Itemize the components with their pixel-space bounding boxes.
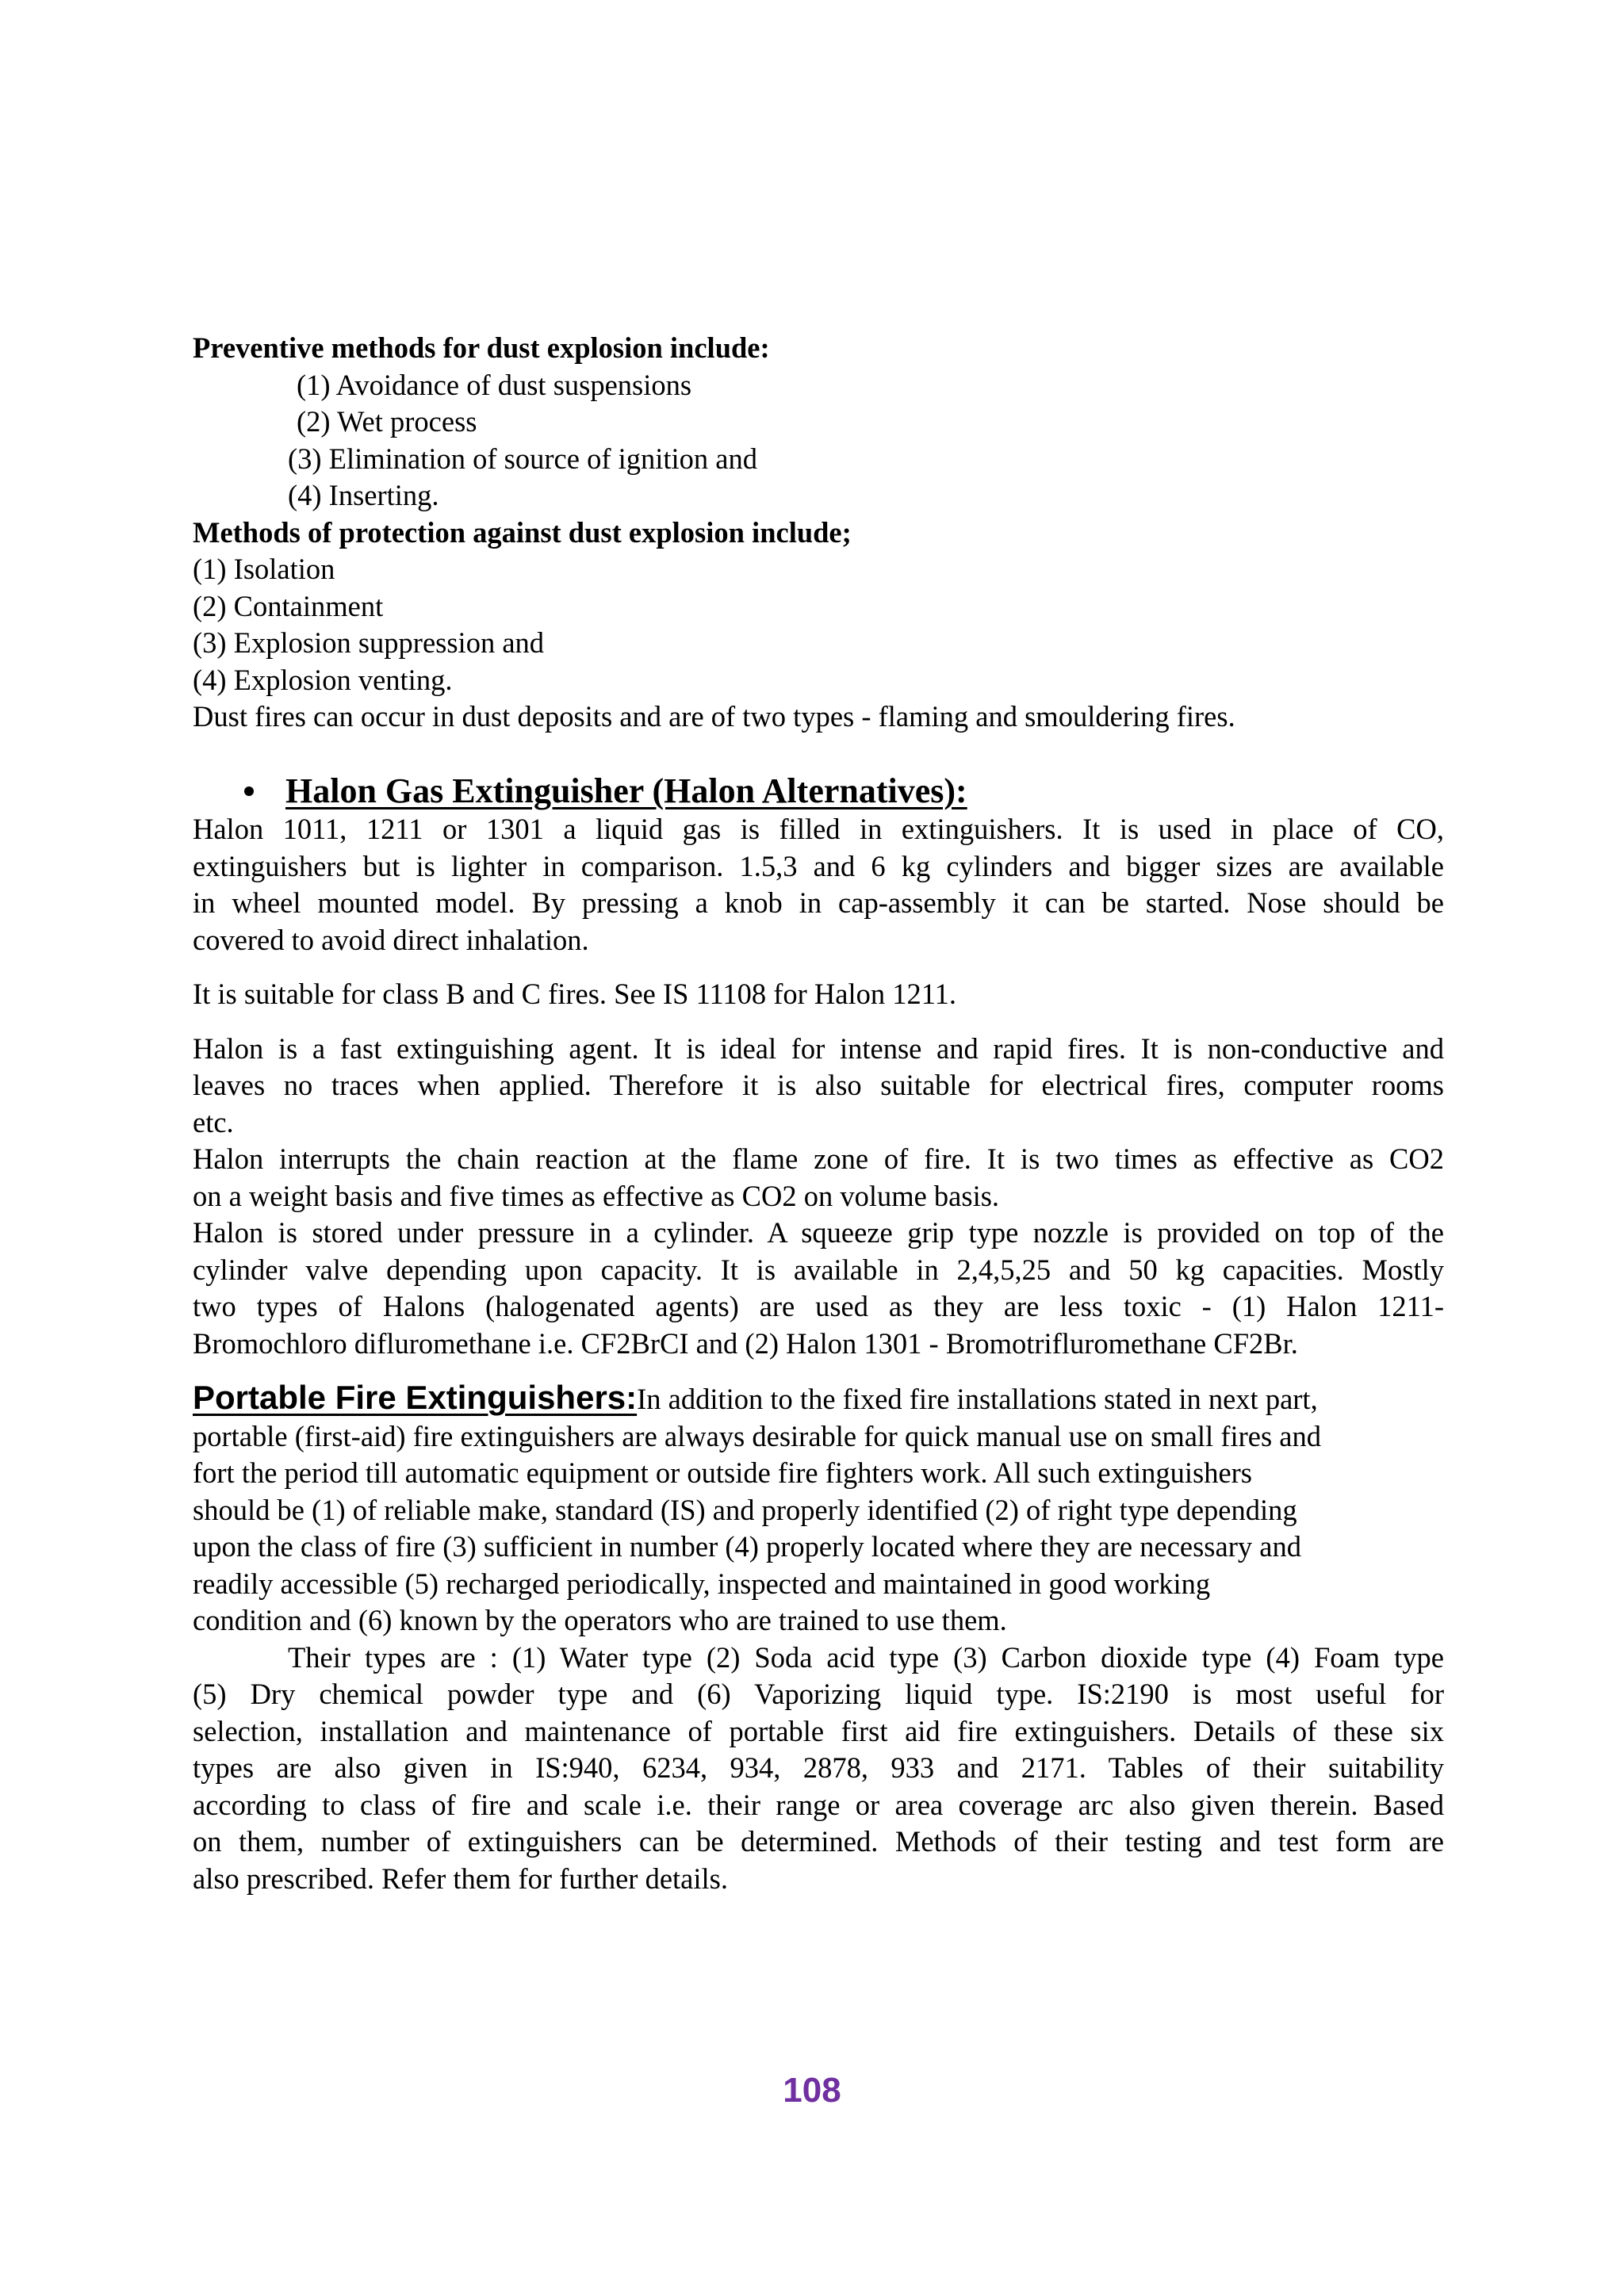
spacer [193, 959, 1444, 976]
types-line-1: Their types are : (1) Water type (2) Soda acid type (3) Carbon dioxide type (4) Foam type [288, 1640, 1444, 1674]
halon-para2: It is suitable for class B and C fires. See IS 11108 for Halon 1211. [193, 978, 957, 1010]
portable-line-4: should be (1) of reliable make, standard (IS) and properly identified (2) of right type depending [193, 1493, 1297, 1526]
bullet-icon [244, 786, 254, 796]
spacer [193, 1362, 1444, 1380]
portable-line-7: condition and (6) known by the operators who are trained to use them. [193, 1604, 1007, 1636]
halon-para3-line1: Halon is a fast extinguishing agent. It is ideal for intense and rapid fires. It is non-conductive and [193, 1031, 1444, 1065]
portable-line-2: portable (first-aid) fire extinguishers are always desirable for quick manual use on small fires and [193, 1419, 1322, 1452]
halon-para3-line8: two types of Halons (halogenated agents) are used as they are less toxic - (1) Halon 1211- [193, 1290, 1444, 1322]
halon-para1-line4: covered to avoid direct inhalation. [193, 923, 589, 956]
halon-para3-line4: Halon interrupts the chain reaction at the flame zone of fire. It is two times as effective as CO2 [193, 1142, 1444, 1175]
spacer [193, 1013, 1444, 1031]
preventive-item-4: (4) Inserting. [288, 479, 439, 511]
types-line-4: types are also given in IS:940, 6234, 934, 2878, 933 and 2171. Tables of their suitability [193, 1751, 1444, 1784]
preventive-item-2: (2) Wet process [297, 405, 477, 438]
preventive-item-3: (3) Elimination of source of ignition and [288, 442, 757, 475]
spacer [193, 736, 1444, 775]
halon-para3-line6: Halon is stored under pressure in a cylinder. A squeeze grip type nozzle is provided on top of the [193, 1216, 1444, 1249]
portable-heading: Portable Fire Extinguishers: [193, 1379, 638, 1416]
types-line-7: also prescribed. Refer them for further details. [193, 1862, 728, 1895]
portable-line-6: readily accessible (5) recharged periodically, inspected and maintained in good working [193, 1567, 1211, 1600]
protection-heading: Methods of protection against dust explosion include; [193, 515, 852, 549]
halon-title: Halon Gas Extinguisher (Halon Alternatives): [285, 771, 967, 810]
protection-item-1: (1) Isolation [193, 553, 335, 585]
preventive-item-1: (1) Avoidance of dust suspensions [297, 368, 692, 401]
preventive-heading: Preventive methods for dust explosion include: [193, 331, 770, 364]
protection-item-4: (4) Explosion venting. [193, 663, 453, 696]
halon-para3-line7: cylinder valve depending upon capacity. It is available in 2,4,5,25 and 50 kg capacities. Mostly [193, 1253, 1444, 1286]
halon-para3-line9: Bromochloro difluromethane i.e. CF2BrCI and (2) Halon 1301 - Bromotrifluromethane CF2Br. [193, 1326, 1298, 1360]
types-line-5: according to class of fire and scale i.e. their range or area coverage arc also given therein. Based [193, 1788, 1444, 1821]
halon-para1-line2: extinguishers but is lighter in comparison. 1.5,3 and 6 kg cylinders and bigger sizes are available [193, 849, 1444, 882]
halon-para3-line5: on a weight basis and five times as effective as CO2 on volume basis. [193, 1179, 1000, 1212]
types-line-3: selection, installation and maintenance of portable first aid fire extinguishers. Details of these six [193, 1714, 1444, 1747]
protection-item-3: (3) Explosion suppression and [193, 626, 545, 659]
portable-first-line [193, 1380, 1444, 1418]
halon-section-heading [193, 773, 1444, 810]
halon-para3-line3: etc. [193, 1105, 234, 1138]
halon-para3-line2: leaves no traces when applied. Therefore it is also suitable for electrical fires, computer rooms [193, 1069, 1444, 1101]
types-line-6: on them, number of extinguishers can be determined. Methods of their testing and test form are [193, 1825, 1444, 1858]
portable-line-5: upon the class of fire (3) sufficient in number (4) properly located where they are necessary and [193, 1530, 1301, 1563]
halon-para1-line3: in wheel mounted model. By pressing a knob in cap-assembly it can be started. Nose should be [193, 886, 1444, 919]
portable-line-3: fort the period till automatic equipment or outside fire fighters work. All such extinguishers [193, 1456, 1253, 1489]
dust-fires-note: Dust fires can occur in dust deposits and are of two types - flaming and smouldering fires. [193, 700, 1235, 733]
protection-item-2: (2) Containment [193, 589, 384, 622]
portable-first-line-text: In addition to the fixed fire installations stated in next part, [637, 1383, 1318, 1415]
page-number: 108 [783, 2071, 841, 2110]
page-content [193, 330, 1444, 1897]
halon-para1-line1: Halon 1011, 1211 or 1301 a liquid gas is filled in extinguishers. It is used in place of CO, [193, 813, 1444, 845]
types-line-2: (5) Dry chemical powder type and (6) Vaporizing liquid type. IS:2190 is most useful for [193, 1678, 1444, 1710]
